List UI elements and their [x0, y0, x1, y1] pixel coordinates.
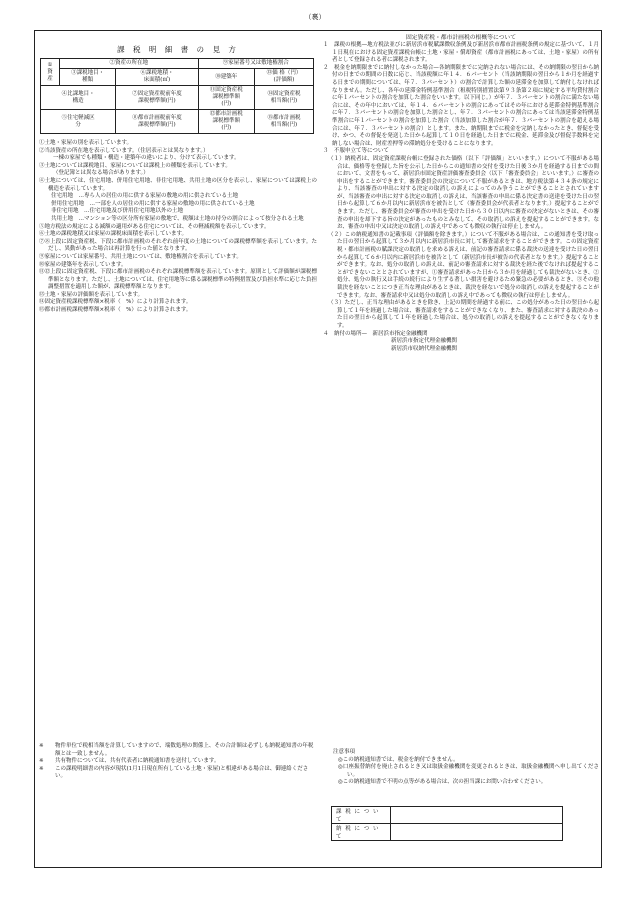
explanation-9: ⑨家屋については家屋番号、共用土地については、敷地権割合を表示しています。 — [39, 253, 242, 260]
inquiry-value-payment — [391, 824, 563, 841]
explanation-2: ②当該資産の所在地を表示しています。（住居表示とは異なります。） — [39, 147, 209, 154]
legend-cell-prev-fixed-base: ⑦固定資産税前年度 課税標準額(円) — [116, 86, 198, 110]
inquiry-table-wrap — [331, 806, 563, 841]
inquiry-value-tax — [391, 807, 563, 824]
right-item-appeal-heading: ３ 不服申立て等について — [323, 148, 389, 155]
legend-cell-build-year: ⑩建築年 — [198, 69, 254, 86]
legend-cell-fixed-base: ⑪固定資産税 課税標準額 (円) — [198, 86, 254, 110]
legend-title: 課 税 明 細 書 の 見 方 — [117, 45, 239, 54]
left-notes — [39, 743, 317, 781]
explanation-3-note: （登記簿とは異なる場合があります。） — [53, 170, 149, 177]
explanation-11-12: ⑪⑫上段に固定資産税、下段に都市計画税のそれぞれ課税標準額を表示しています。原則として評価額が課税標準額となります。ただし、土地については、住宅用地等に係る課税標準の特例措置及び負担水準に応じた負担調整措置を適用した額が、課税標準額となります。 — [39, 269, 317, 291]
explanation-14: ⑭固定資産税課税標準額×税率（ %）により計算されます。 — [39, 299, 192, 306]
document-sheet — [34, 30, 602, 868]
right-item-payment-place-2: 新居浜市指定代理金融機関 — [391, 338, 458, 345]
left-note-2: ※ 共有物件については、共有代表者に納税通知書を送付しています。 — [39, 758, 220, 765]
inquiry-row-payment — [332, 824, 563, 841]
right-notes — [333, 749, 599, 787]
legend-cell-fixed-tax: ⑭固定資産税 相当額(円) — [254, 86, 313, 110]
inquiry-table — [331, 806, 563, 841]
right-item-late-payment: ２ 税金を納期限までに納付しなかった場合—各納期限までに完納されない場合には、その納期限の翌日から納付の日までの期間の日数に応じ、当該税額に年１４．６パーセント（当該納期限の翌日から１か月を経過する日までの期間については、年７．３パーセント）の割合で計算した額の延滞金を加算して納付しなければなりません。ただし、各年の延滞金特例基準割合（租税特別措置法第９３条第２項に規定する平均貸付割合に年１パーセントの割合を加算した割合をいいます。以下同じ。）が年７．３パーセントの割合に満たない場合には、その年中においては、年１４．６パーセントの割合にあってはその年における延滞金特例基準割合に年７．３パーセントの割合を加算した割合とし、年７．３パーセントの割合にあっては当該延滞金特例基準割合に年１パーセントの割合を加算した割合（当該加算した割合が年７．３パーセントの割合を超える場合には、年７．３パーセントの割合）とします。また、納期限までに税金を完納しなかったとき、督促を受け、かつ、その督促を発送した日から起算して１０日を経過した日までに税金、延滞金及び督促手数料を完納しない場合は、財産差押等の滞納処分を受けることになります。 — [323, 64, 599, 147]
legend-cell-city-tax: ⑮都市計画税 相当額(円) — [254, 110, 313, 134]
explanation-13: ⑬土地・家屋の評価額を表示しています。 — [39, 291, 144, 298]
legend-cell-house-number: ⑨家屋番号又は敷地権割合 — [198, 59, 313, 69]
explanation-7-8: ⑦⑧上段に固定資産税、下段に都市計画税のそれぞれ前年度の土地についての課税標準額を表示しています。ただし、異動があった場合は再計算を行った値となります。 — [39, 238, 317, 253]
right-notes-title: 注意事項 — [333, 749, 356, 755]
right-item-appeal-2: （２）この納税通知書の記載事項（評価額を除きます。）について不服がある場合は、この通知書を受け取った日の翌日から起算して３か月以内に新居浜市長に対して審査請求をすることができます。この固定資産税・都市計画税の賦課決定の取消しを求める訴えは、前記の審査請求に係る裁決の送達を受けた日の翌日から起算して６か月以内に新居浜市を被告として（新居浜市長が被告の代表者となります。）提起することができます。なお、処分の取消しの訴えは、前記の審査請求に対する裁決を経た後でなければ提起することができないこととされていますが、①審査請求があった日から３か月を経過しても裁決がないとき、②処分、処分の執行又は手続の続行により生ずる著しい損害を避けるため緊急の必要があるとき、③その他裁決を経ないことにつき正当な理由があるときは、裁決を経ないで処分の取消しの訴えを提起することができます。なお、審査請求中又は処分の取消しの訴え中であっても徴収の執行は停止しません。 — [328, 231, 599, 299]
explanation-4-mixed: 併用住宅用地 …一部を人の居住の用に供する家屋の敷地の用に供されている土地 — [51, 200, 255, 207]
legend-cell-location: ②資産の所在地 — [60, 59, 199, 69]
left-note-1: ※ 物件単位で税相当額を計算していますので、端数処理の関係上、その合計額は必ずしも納税通知書の年税額とは一致しません。 — [39, 743, 314, 757]
explanation-2-note: 一棟の家屋でも種類・構造・建築年の違いにより、分けて表示しています。 — [53, 155, 240, 162]
right-item-appeal-1: （１）納税者は、固定資産課税台帳に登録された価格（以下「評価額」といいます。）について不服がある場合は、価格等を登録した旨を公示した日からこの通知書の交付を受けた日後３か月を経過する日までの間において、文書をもって、新居浜市固定資産評価審査委員会（以下「審査委員会」といいます。）に審査の申出をすることができます。審査委員会の決定について不服があるときは、地方税法第４３４条の規定により、当該審査の申出に対する決定の取消しの訴えによってのみ争うことができることとされていますが、当該審査の申出に対する決定の取消しの訴えは、当該審査の申出に係る決定書の送達を受けた日の翌日から起算して６か月以内に新居浜市を被告として（審査委員会が代表者となります。）提起することができます。ただし、審査委員会が審査の申出を受けた日から３０日以内に審査の決定がないときは、その審査の申出を却下する旨の決定があったものとみなして、その取消しの訴えを提起することができます。なお、審査の申出中又は決定の取消しの訴え中であっても徴収の執行は停止しません。 — [328, 155, 599, 231]
left-note-3: ※ この課税明細書の内容が現状(1月1日現在所有している土地・家屋)と相違がある場合は、御連絡ください。 — [39, 765, 309, 780]
legend-cell-land-type: ③課税地目・ 種類 — [60, 69, 116, 86]
right-note-3: ◎この納税通知書で不明の点等がある場合は、次の担当課にお問い合わせください。 — [338, 779, 547, 786]
explanation-6: ⑥土地の課税地積又は家屋の課税床面積を表示しています。 — [39, 231, 188, 238]
right-section-title: 固定資産税・都市計画税の根概等について — [405, 35, 517, 41]
legend-table — [40, 58, 314, 134]
right-item-basis: １ 課税の根拠—地方税法並びに新居浜市税賦課徴収条例及び新居浜市都市計画税条例の規定に基づいて、１月１日現在における固定資産課税台帳に土地・家屋・償却資産（都市計画税にあっては、土地・家屋）の所有者として登録される者に課税されます。 — [323, 42, 599, 64]
inquiry-label-payment: 納 税 に つ い て — [332, 824, 391, 841]
legend-cell-housing-reduction: ⑤住宅軽減区 分 — [41, 110, 116, 134]
left-column — [39, 34, 317, 315]
right-item-payment-place-3: 新居浜市収納代理金融機関 — [391, 345, 458, 352]
explanation-3: ③土地については課税地目、家屋については課税上の種類を表示しています。 — [39, 162, 231, 169]
explanation-4-shared: 共用土地 …マンション等の区分所有家屋の敷地で、税額は土地の持分の割合によって按分される土地 — [51, 215, 304, 222]
explanation-15: ⑮都市計画税課税標準額×税率（ %）により計算されます。 — [39, 307, 192, 314]
explanation-4-nonresidential: 非住宅用地 …住宅用地及び併用住宅用地以外の土地 — [51, 208, 184, 215]
legend-cell-city-base: ⑫都市計画税 課税標準額 (円) — [198, 110, 254, 134]
right-note-2: ◎口座振替納付を廃止されるとき又は取扱金融機関を変更されるときは、取扱金融機関へ申し出てください。 — [338, 764, 599, 778]
legend-cell-price: ⑬価 格（円） (評価額) — [254, 69, 313, 86]
inquiry-row-tax — [332, 807, 563, 824]
right-item-appeal-3: （３）ただし、正当な理由があるときを除き、上記の期間を経過する前に、この処分があった日の翌日から起算して１年を経過した場合は、審査請求をすることができなくなり、また、審査請求に対する裁決のあった日の翌日から起算して１年を経過した場合は、処分の取消しの訴えを提起することができなくなります。 — [328, 300, 599, 329]
page-side-mark: （裏） — [304, 13, 326, 21]
explanation-5: ⑤地方税法の規定による減額の適用がある住宅については、その軽減税額を表示しています。 — [39, 223, 270, 230]
explanation-4: ④土地については、住宅用地、併用住宅用地、非住宅用地、共用土地の区分を表示し、家屋については課税上の構造を表示しています。 — [39, 177, 317, 192]
legend-cell-structure: ④比課地目・ 構造 — [41, 86, 116, 110]
inquiry-label-tax: 課 税 に つ い て — [332, 807, 391, 824]
right-column — [323, 34, 599, 353]
right-note-1: ◎この納税通知書では、税金を納付できません。 — [338, 756, 459, 763]
legend-cell-area: ⑥課税地積・ 床面積(㎡) — [116, 69, 198, 86]
explanation-10: ⑩家屋の建築年を表示しています。 — [39, 261, 127, 268]
explanation-1: ①土地・家屋の別を表示しています。 — [39, 140, 133, 146]
legend-cell-prev-city-base: ⑧都市計画税前年度 課税標準額(円) — [116, 110, 198, 134]
right-item-payment-place: ４ 納付の場所— 新居浜市指定金融機関 — [323, 330, 428, 337]
explanation-4-residential: 住宅用地 …専ら人の居住の用に供する家屋の敷地の用に供されている土地 — [51, 193, 239, 200]
legend-cell-asset: ① 資 産 — [41, 59, 60, 86]
